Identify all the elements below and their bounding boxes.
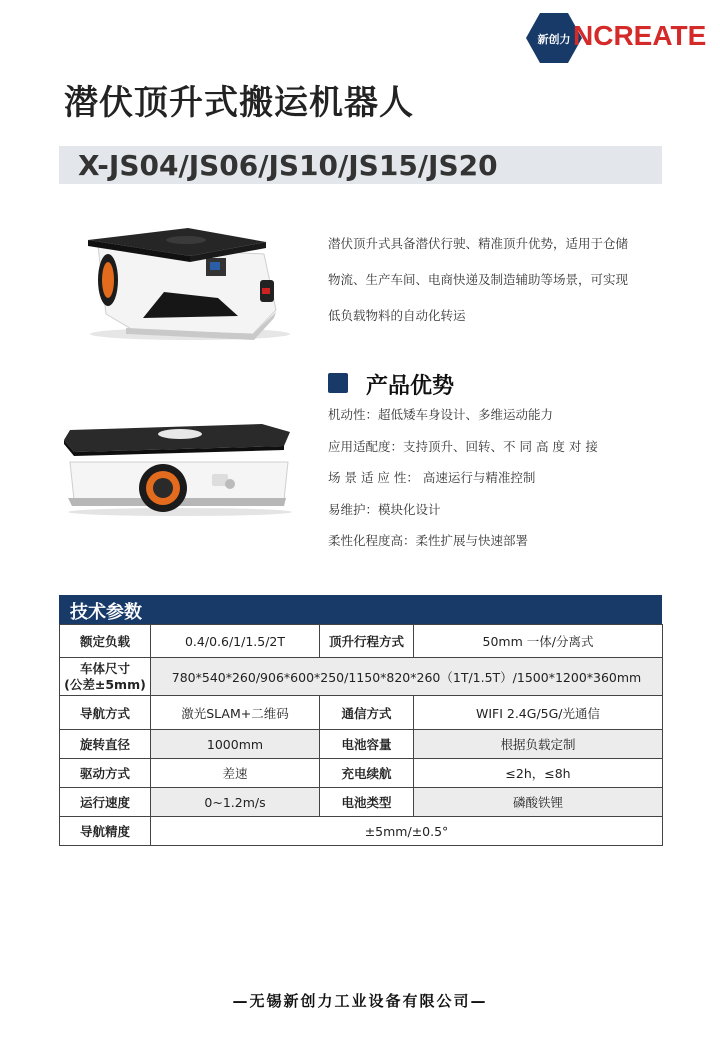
spec-label: 额定负载 — [60, 625, 151, 658]
specs-table — [59, 624, 663, 846]
advantage-item: 易维护：模块化设计 — [328, 501, 441, 517]
spec-value: WIFI 2.4G/5G/光通信 — [414, 696, 663, 730]
advantage-item: 柔性化程度高：柔性扩展与快速部署 — [328, 533, 529, 548]
spec-label: 驱动方式 — [60, 759, 151, 788]
spec-label — [60, 658, 151, 696]
spec-label: 充电续航 — [320, 759, 414, 788]
robot-image-top — [78, 218, 296, 342]
advantage-item: 机动性：超低矮车身设计、多维运动能力 — [328, 407, 554, 422]
spec-label-line: 车体尺寸 — [79, 660, 130, 676]
spec-value: 差速 — [151, 759, 320, 788]
spec-label: 运行速度 — [60, 788, 151, 817]
advantage-item: 场 景 适 应 性： 高速运行与精准控制 — [328, 470, 536, 485]
spec-value: 1000mm — [151, 730, 320, 759]
spec-label: 电池容量 — [320, 730, 414, 759]
spec-value: ±5mm/±0.5° — [151, 817, 663, 846]
advantages-title: 产品优势 — [366, 374, 455, 399]
logo-chinese-text: 新创力 — [537, 33, 571, 46]
model-numbers: X-JS04/JS06/JS10/JS15/JS20 — [78, 149, 498, 182]
spec-value: 根据负载定制 — [414, 730, 663, 759]
spec-label: 导航方式 — [60, 696, 151, 730]
intro-paragraph — [328, 226, 658, 334]
spec-value: 780*540*260/906*600*250/1150*820*260（1T/1.5T）/1500*1200*360mm — [151, 658, 663, 696]
spec-value: 激光SLAM+二维码 — [151, 696, 320, 730]
spec-value: 50mm 一体/分离式 — [414, 625, 663, 658]
spec-label: 电池类型 — [320, 788, 414, 817]
spec-label: 旋转直径 — [60, 730, 151, 759]
intro-line: 低负载物料的自动化转运 — [328, 308, 466, 323]
intro-line: 物流、生产车间、电商快递及制造辅助等场景，可实现 — [328, 272, 629, 287]
robot-image-side — [62, 412, 294, 516]
section-marker-icon — [328, 373, 348, 393]
spec-label-line: (公差±5mm) — [64, 676, 146, 692]
spec-value: 0~1.2m/s — [151, 788, 320, 817]
spec-value: 磷酸铁锂 — [414, 788, 663, 817]
spec-label: 通信方式 — [320, 696, 414, 730]
spec-value: 0.4/0.6/1/1.5/2T — [151, 625, 320, 658]
page-title: 潜伏顶升式搬运机器人 — [64, 83, 414, 123]
advantage-item: 应用适配度：支持顶升、回转、不 同 高 度 对 接 — [328, 438, 598, 454]
spec-label: 导航精度 — [60, 817, 151, 846]
logo-english-text: NCREATE — [573, 20, 707, 51]
intro-line: 潜伏顶升式具备潜伏行驶、精准顶升优势，适用于仓储 — [328, 236, 629, 251]
spec-label: 顶升行程方式 — [320, 625, 414, 658]
spec-value: ≤2h，≤8h — [414, 759, 663, 788]
specs-header — [59, 595, 662, 624]
company-footer: —无锡新创力工业设备有限公司— — [232, 992, 488, 1010]
advantages-list — [328, 403, 668, 561]
specs-title: 技术参数 — [70, 602, 142, 623]
